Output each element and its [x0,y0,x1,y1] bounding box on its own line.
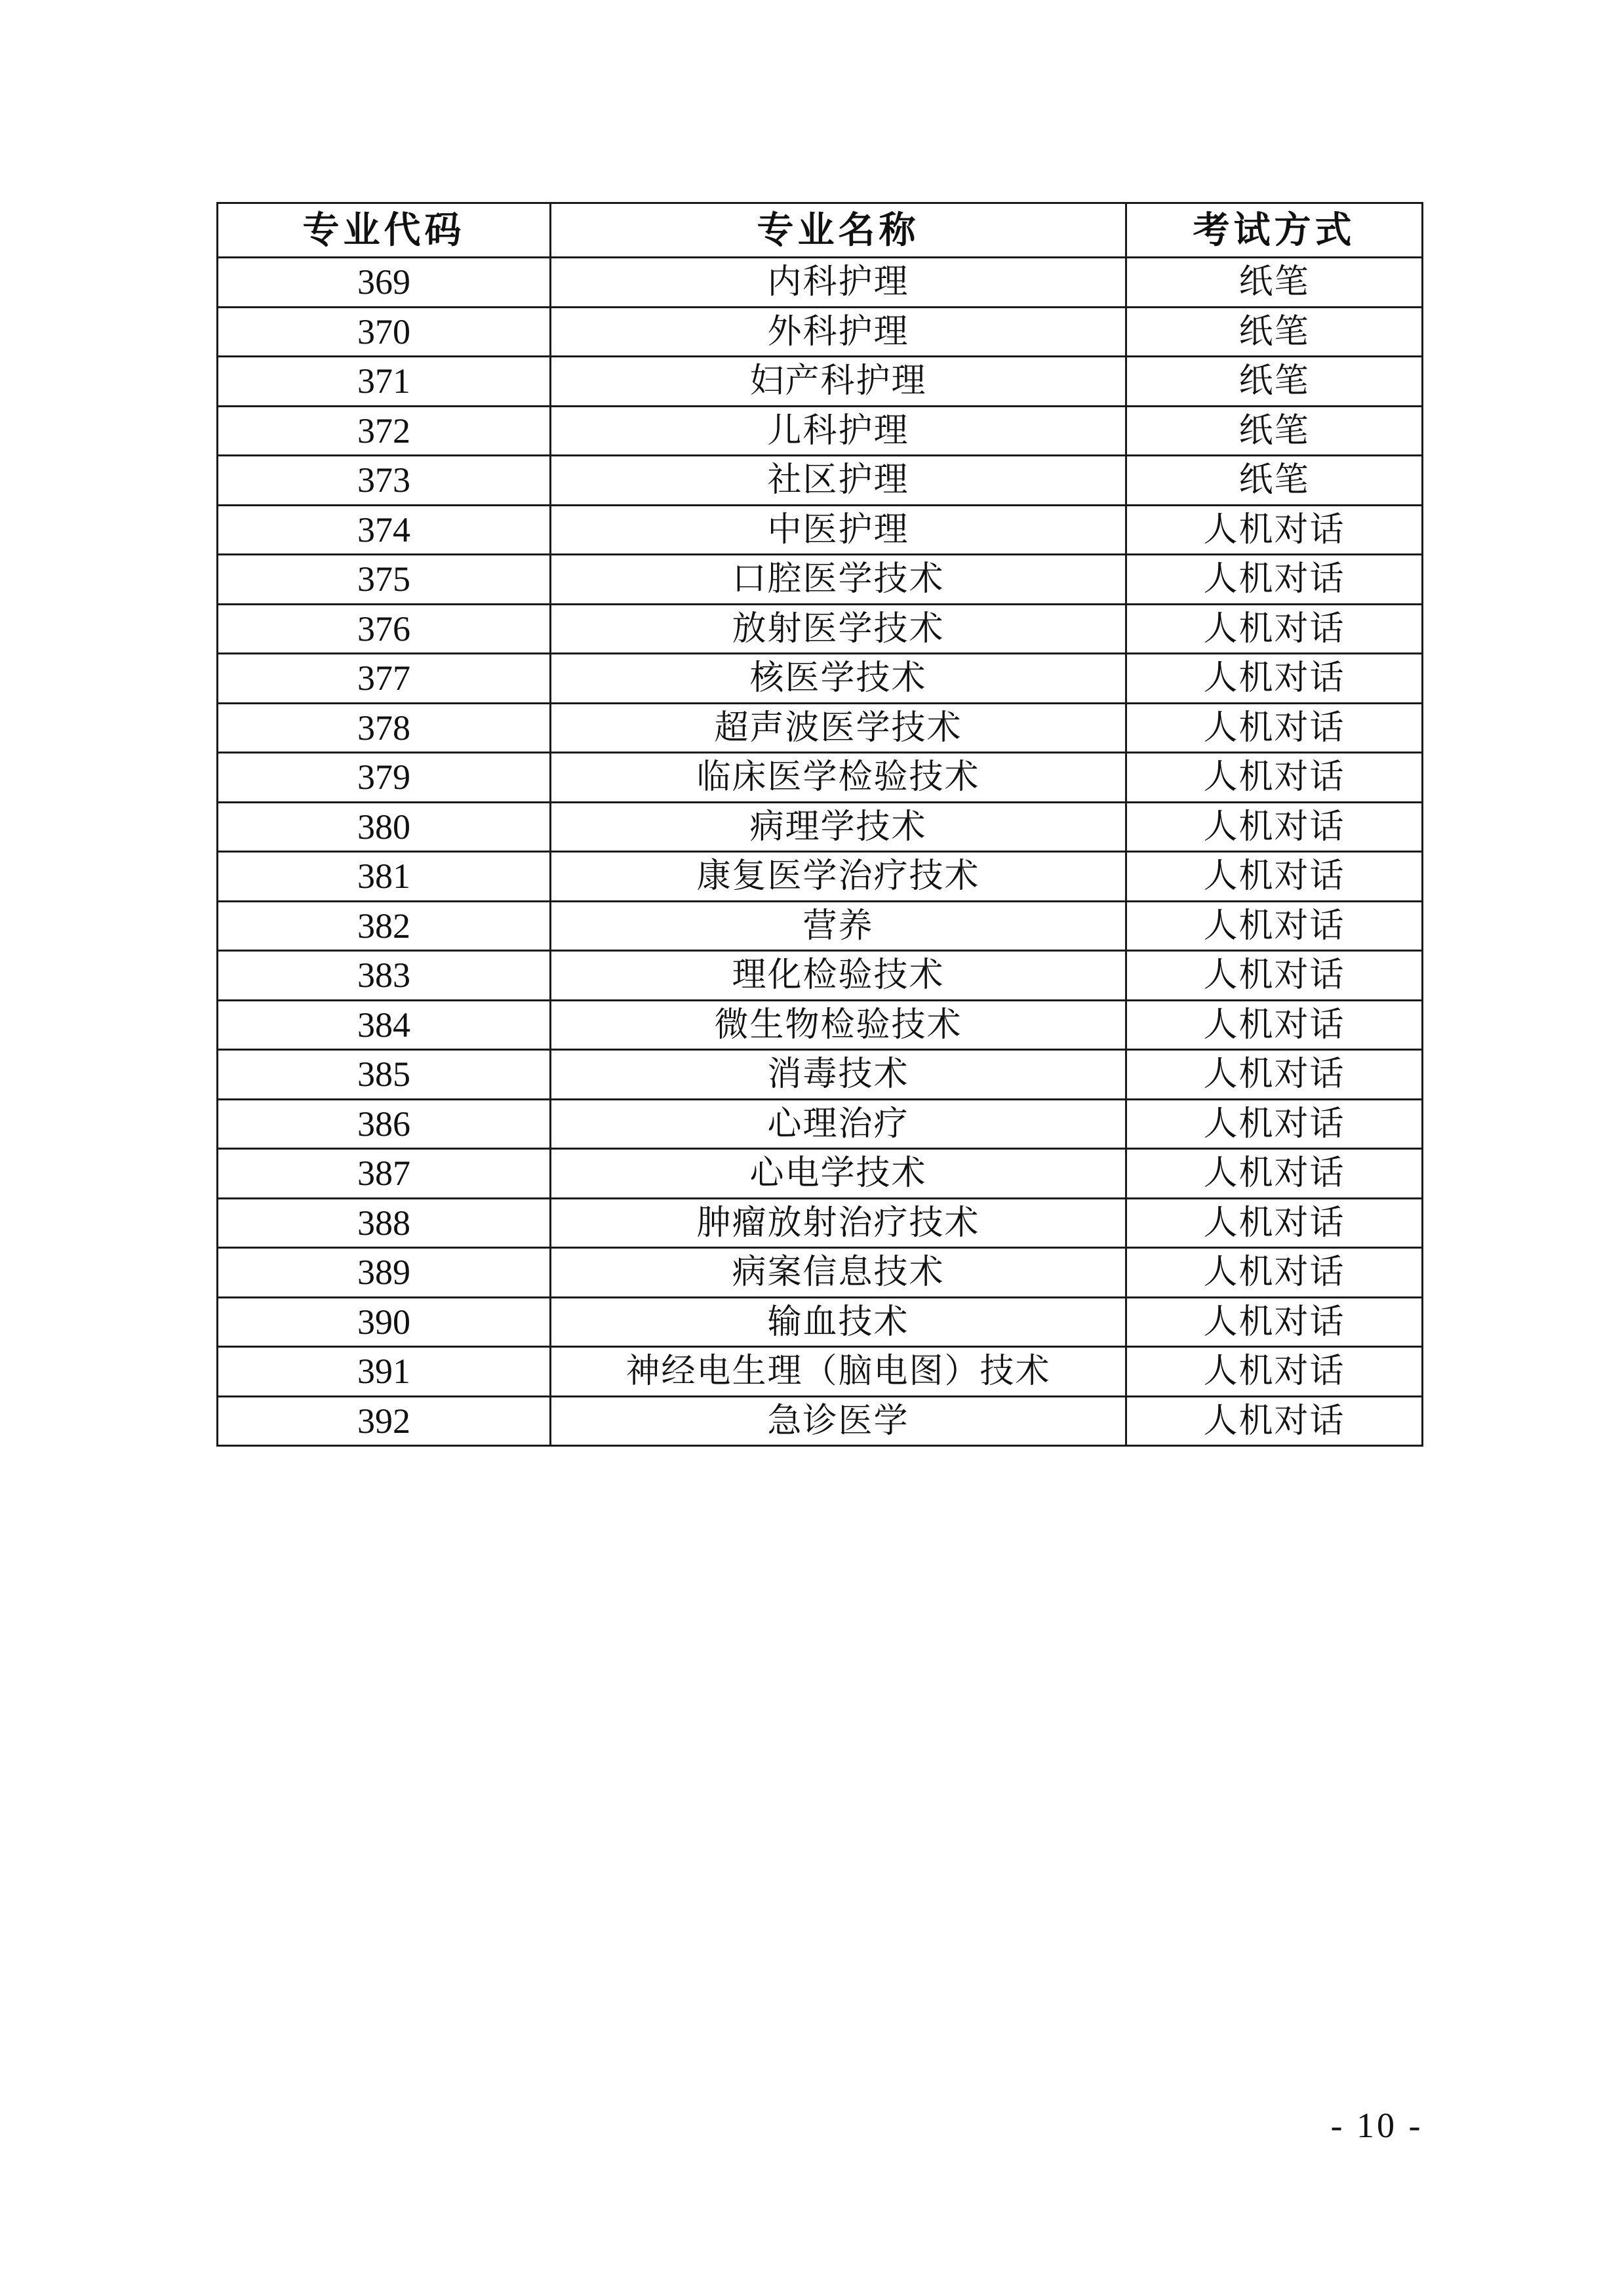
table-row [218,753,1423,803]
major-code-cell: 377 [218,654,551,704]
table-body [218,258,1423,1446]
major-code-cell: 388 [218,1198,551,1248]
exam-method-cell: 纸笔 [1126,357,1423,407]
exam-method-cell: 人机对话 [1126,1248,1423,1298]
major-code-cell: 389 [218,1248,551,1298]
table-row [218,1000,1423,1050]
major-code-cell: 378 [218,703,551,753]
table-row [218,1248,1423,1298]
major-name-cell: 妇产科护理 [551,357,1126,407]
table-row [218,1198,1423,1248]
exam-method-cell: 人机对话 [1126,505,1423,555]
exam-method-cell: 人机对话 [1126,901,1423,951]
exam-method-cell: 人机对话 [1126,802,1423,852]
exam-method-cell: 人机对话 [1126,1000,1423,1050]
table-row [218,357,1423,407]
table-row [218,703,1423,753]
major-code-cell: 382 [218,901,551,951]
table-row [218,901,1423,951]
major-code-cell: 376 [218,604,551,654]
exam-method-cell: 纸笔 [1126,307,1423,357]
table-row [218,1050,1423,1100]
page-number: - 10 - [1330,2106,1423,2145]
exam-method-cell: 人机对话 [1126,753,1423,803]
majors-table [216,202,1423,1447]
table-row [218,802,1423,852]
major-code-cell: 385 [218,1050,551,1100]
exam-method-cell: 人机对话 [1126,1198,1423,1248]
exam-method-cell: 人机对话 [1126,1050,1423,1100]
major-name-cell: 核医学技术 [551,654,1126,704]
exam-method-cell: 人机对话 [1126,703,1423,753]
major-code-cell: 375 [218,555,551,605]
major-name-cell: 病理学技术 [551,802,1126,852]
major-name-cell: 内科护理 [551,258,1126,308]
major-name-cell: 超声波医学技术 [551,703,1126,753]
exam-method-cell: 人机对话 [1126,555,1423,605]
major-code-cell: 379 [218,753,551,803]
major-name-cell: 消毒技术 [551,1050,1126,1100]
exam-method-cell: 人机对话 [1126,1149,1423,1199]
major-name-cell: 外科护理 [551,307,1126,357]
table-row [218,456,1423,506]
header-exam-method: 考试方式 [1126,203,1423,258]
exam-method-cell: 纸笔 [1126,258,1423,308]
major-code-cell: 374 [218,505,551,555]
major-code-cell: 390 [218,1297,551,1347]
table-row [218,555,1423,605]
exam-method-cell: 人机对话 [1126,1347,1423,1397]
table-row [218,951,1423,1001]
table-row [218,1099,1423,1149]
major-code-cell: 380 [218,802,551,852]
major-code-cell: 369 [218,258,551,308]
table-row [218,307,1423,357]
major-name-cell: 肿瘤放射治疗技术 [551,1198,1126,1248]
table-row [218,1149,1423,1199]
major-name-cell: 心理治疗 [551,1099,1126,1149]
major-name-cell: 中医护理 [551,505,1126,555]
table-row [218,505,1423,555]
major-code-cell: 370 [218,307,551,357]
table-row [218,1396,1423,1446]
major-code-cell: 373 [218,456,551,506]
exam-method-cell: 人机对话 [1126,852,1423,902]
major-name-cell: 理化检验技术 [551,951,1126,1001]
major-code-cell: 371 [218,357,551,407]
table-row [218,406,1423,456]
exam-method-cell: 纸笔 [1126,456,1423,506]
major-name-cell: 临床医学检验技术 [551,753,1126,803]
exam-method-cell: 人机对话 [1126,1396,1423,1446]
exam-method-cell: 人机对话 [1126,1297,1423,1347]
table-header [218,203,1423,258]
major-name-cell: 康复医学治疗技术 [551,852,1126,902]
major-name-cell: 儿科护理 [551,406,1126,456]
major-name-cell: 输血技术 [551,1297,1126,1347]
exam-method-cell: 人机对话 [1126,604,1423,654]
major-name-cell: 病案信息技术 [551,1248,1126,1298]
major-code-cell: 387 [218,1149,551,1199]
major-code-cell: 381 [218,852,551,902]
header-major-code: 专业代码 [218,203,551,258]
table-row [218,1347,1423,1397]
table-row [218,1297,1423,1347]
major-name-cell: 心电学技术 [551,1149,1126,1199]
exam-method-cell: 人机对话 [1126,654,1423,704]
major-name-cell: 社区护理 [551,456,1126,506]
major-code-cell: 384 [218,1000,551,1050]
major-name-cell: 急诊医学 [551,1396,1126,1446]
major-name-cell: 微生物检验技术 [551,1000,1126,1050]
major-code-cell: 386 [218,1099,551,1149]
major-name-cell: 放射医学技术 [551,604,1126,654]
major-code-cell: 372 [218,406,551,456]
major-code-cell: 383 [218,951,551,1001]
major-name-cell: 营养 [551,901,1126,951]
header-major-name: 专业名称 [551,203,1126,258]
major-code-cell: 392 [218,1396,551,1446]
table-header-row [218,203,1423,258]
table-row [218,852,1423,902]
table-row [218,604,1423,654]
major-name-cell: 口腔医学技术 [551,555,1126,605]
exam-method-cell: 纸笔 [1126,406,1423,456]
exam-method-cell: 人机对话 [1126,1099,1423,1149]
major-code-cell: 391 [218,1347,551,1397]
exam-method-cell: 人机对话 [1126,951,1423,1001]
table-row [218,654,1423,704]
table-row [218,258,1423,308]
major-name-cell: 神经电生理（脑电图）技术 [551,1347,1126,1397]
